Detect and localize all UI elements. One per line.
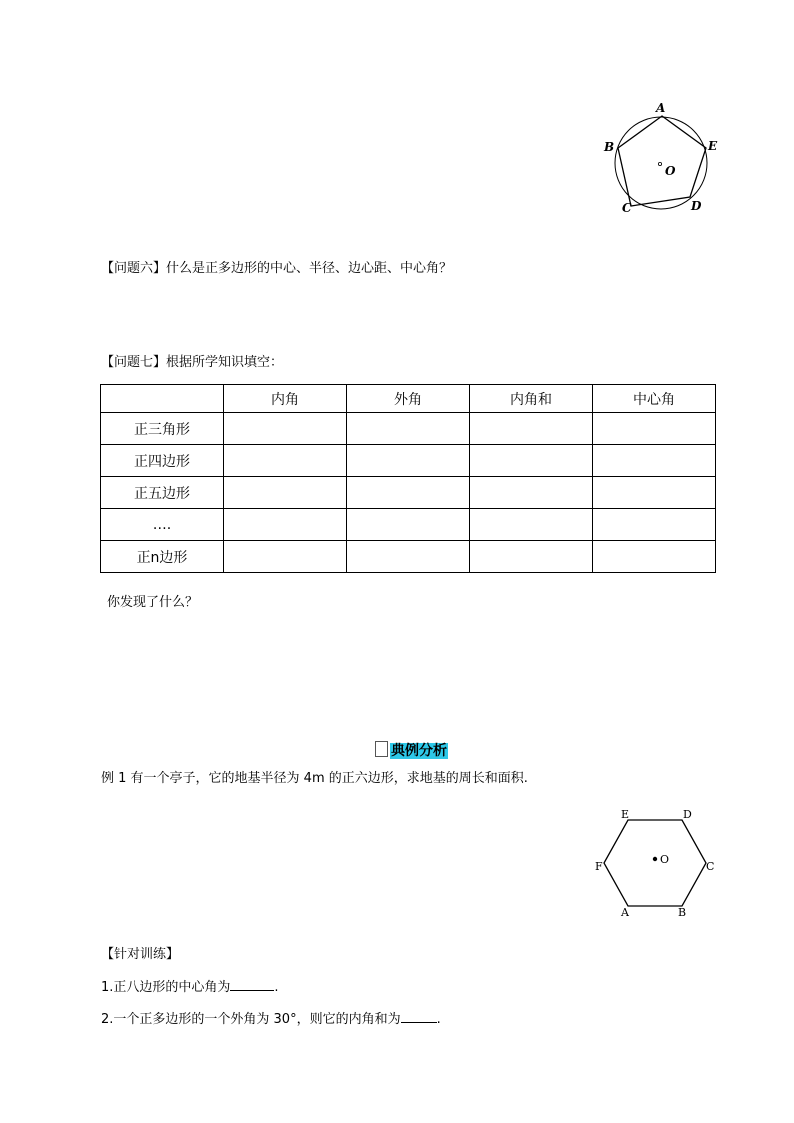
label-A: A bbox=[656, 101, 666, 115]
question-2-end: . bbox=[436, 1012, 441, 1027]
blank-cell[interactable] bbox=[347, 445, 470, 477]
table-header-row bbox=[101, 385, 716, 413]
label-C: C bbox=[622, 201, 632, 215]
blank-cell[interactable] bbox=[224, 509, 347, 541]
question-2-text: 2.一个正多边形的一个外角为 30°，则它的内角和为 bbox=[101, 1012, 401, 1027]
label-B: B bbox=[678, 906, 687, 919]
center-point bbox=[653, 857, 657, 861]
blank-cell[interactable] bbox=[593, 541, 716, 573]
label-O: O bbox=[660, 853, 670, 866]
pentagon-figure bbox=[596, 96, 726, 221]
regular-hexagon bbox=[604, 820, 706, 906]
label-O: O bbox=[665, 164, 676, 178]
center-point bbox=[658, 162, 661, 165]
table-header-cell: 外角 bbox=[347, 385, 470, 413]
question-1-end: . bbox=[274, 980, 279, 995]
label-E: E bbox=[708, 139, 718, 153]
label-F: F bbox=[595, 860, 603, 873]
blank-cell[interactable] bbox=[347, 509, 470, 541]
training-question-2 bbox=[101, 1010, 441, 1029]
blank-cell[interactable] bbox=[470, 509, 593, 541]
label-A: A bbox=[621, 906, 629, 919]
hexagon-figure bbox=[590, 806, 720, 922]
discovery-prompt: 你发现了什么？ bbox=[107, 595, 199, 610]
label-B: B bbox=[604, 140, 615, 154]
label-D: D bbox=[691, 199, 702, 213]
row-label: 正四边形 bbox=[101, 445, 224, 477]
blank-cell[interactable] bbox=[347, 477, 470, 509]
blank-cell[interactable] bbox=[593, 413, 716, 445]
blank-cell[interactable] bbox=[593, 477, 716, 509]
row-label: 正三角形 bbox=[101, 413, 224, 445]
example-1: 例 1 有一个亭子，它的地基半径为 4m 的正六边形，求地基的周长和面积. bbox=[101, 771, 528, 786]
answer-blank[interactable] bbox=[401, 1010, 437, 1023]
table-row bbox=[101, 413, 716, 445]
blank-cell[interactable] bbox=[347, 541, 470, 573]
blank-cell[interactable] bbox=[224, 413, 347, 445]
table-row bbox=[101, 477, 716, 509]
blank-cell[interactable] bbox=[470, 477, 593, 509]
blank-cell[interactable] bbox=[224, 541, 347, 573]
training-title: 【针对训练】 bbox=[101, 947, 180, 962]
table-header-cell: 中心角 bbox=[593, 385, 716, 413]
blank-cell[interactable] bbox=[593, 445, 716, 477]
blank-cell[interactable] bbox=[224, 477, 347, 509]
blank-cell[interactable] bbox=[470, 413, 593, 445]
table-row bbox=[101, 445, 716, 477]
fill-in-table bbox=[100, 384, 716, 573]
section-title: 典例分析 bbox=[391, 743, 447, 759]
question-6: 【问题六】什么是正多边形的中心、半径、边心距、中心角？ bbox=[101, 261, 453, 276]
table-header-cell: 内角 bbox=[224, 385, 347, 413]
checkbox-icon bbox=[375, 741, 388, 757]
blank-cell[interactable] bbox=[593, 509, 716, 541]
row-label: …. bbox=[101, 509, 224, 541]
label-E: E bbox=[621, 808, 630, 821]
table-row bbox=[101, 509, 716, 541]
blank-cell[interactable] bbox=[347, 413, 470, 445]
answer-blank[interactable] bbox=[230, 978, 274, 991]
label-D: D bbox=[683, 808, 692, 821]
table-header-cell bbox=[101, 385, 224, 413]
label-C: C bbox=[706, 860, 715, 873]
table-row bbox=[101, 541, 716, 573]
blank-cell[interactable] bbox=[470, 541, 593, 573]
row-label: 正五边形 bbox=[101, 477, 224, 509]
question-7: 【问题七】根据所学知识填空： bbox=[101, 355, 284, 370]
blank-cell[interactable] bbox=[470, 445, 593, 477]
blank-cell[interactable] bbox=[224, 445, 347, 477]
training-question-1 bbox=[101, 978, 279, 997]
row-label: 正n边形 bbox=[101, 541, 224, 573]
table-header-cell: 内角和 bbox=[470, 385, 593, 413]
question-1-text: 1.正八边形的中心角为 bbox=[101, 980, 231, 995]
section-heading bbox=[375, 741, 448, 760]
